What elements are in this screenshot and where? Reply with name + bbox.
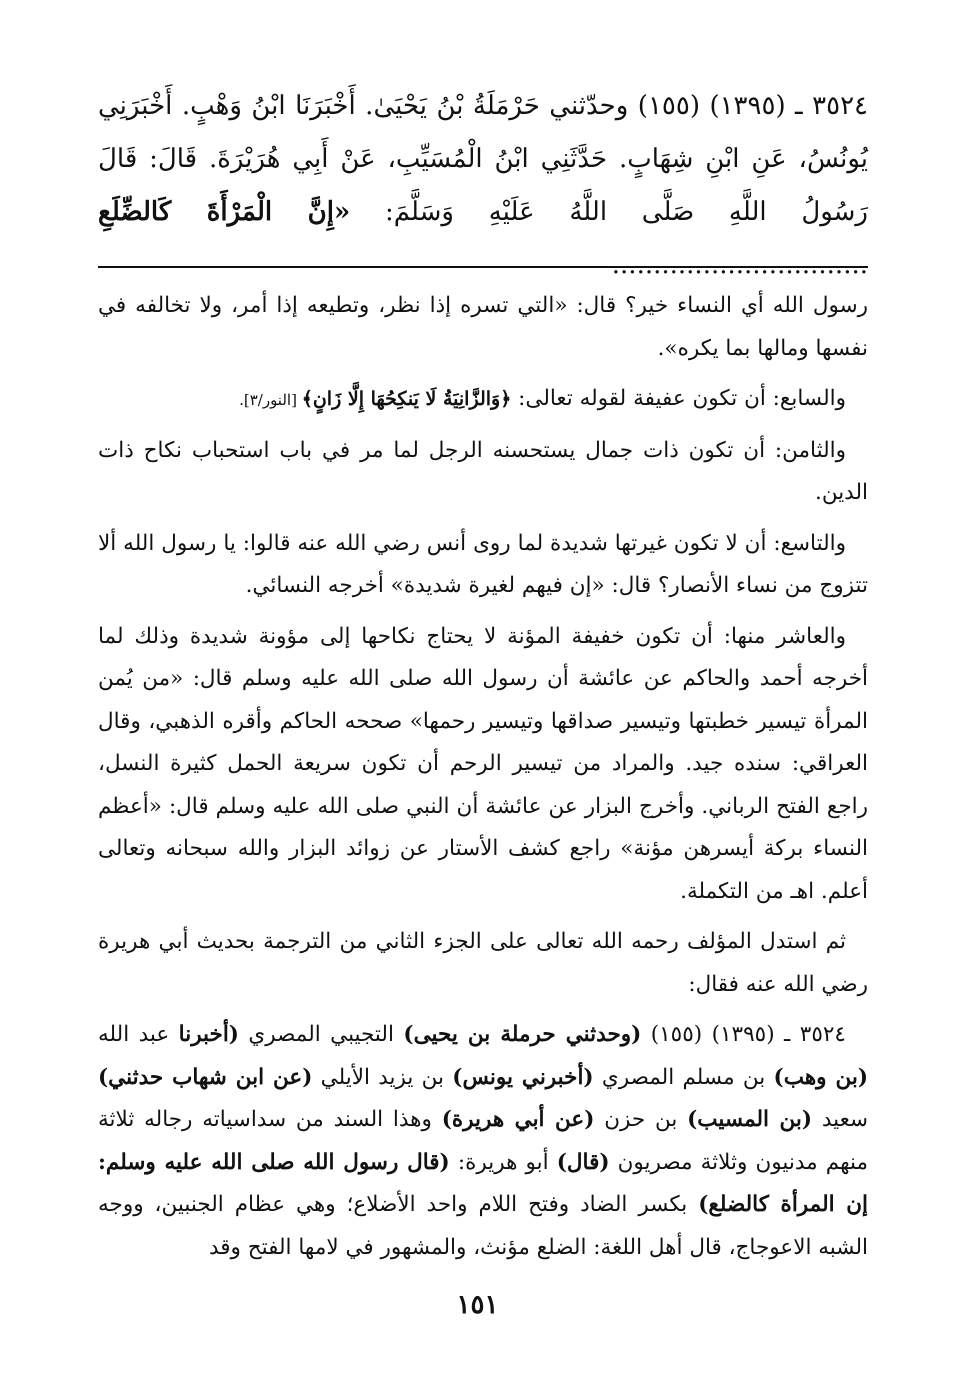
commentary-paragraph-5: والعاشر منها: أن تكون خفيفة المؤنة لا يحتاج نكاحها إلى مؤونة شديدة وذلك لما أخرجه أحمد والحاكم عن عائشة أن رسول الله صلى الله عليه وسلم قال: «من يُمن المرأة تيسير خطبتها وتيسير صداقها وتيسير رحمها» صححه الحاكم وأقره الذهبي، وقال العراقي: سنده جيد. والمراد من تيسير الرحم أن تكون سريعة الحمل كثيرة النسل، راجع الفتح الرباني. وأخرج البزار عن عائشة أن النبي صلى الله عليه وسلم قال: «أعظم النساء بركة أيسرهن مؤنة» راجع كشف الأستار عن زوائد البزار والله سبحانه وتعالى أعلم. اهـ من التكملة. (98, 623, 868, 904)
commentary-paragraph-4: والتاسع: أن لا تكون غيرتها شديدة لما روى أنس رضي الله عنه قالوا: يا رسول الله ألا تتزوج من نساء الأنصار؟ قال: «إن فيهم لغيرة شديدة» أخرجه النسائي. (98, 530, 868, 598)
quran-citation: [النور/٣]. (239, 391, 302, 409)
p7-number: ٣٥٢٤ ـ (١٣٩٥) (١٥٥) (641, 1022, 846, 1047)
commentary-paragraph-1: رسول الله أي النساء خير؟ قال: «التي تسره إذا نظر، وتطيعه إذا أمر، ولا تخالفه في نفسها ومالها بما يكره». (98, 293, 868, 361)
hadith-number: ٣٥٢٤ ـ (١٣٩٥) (١٥٥) (637, 91, 868, 121)
p7-text-4: بن يزيد الأيلي (312, 1064, 453, 1090)
page-number: ١٥١ (456, 1290, 499, 1320)
p7-text-2: عبد الله (98, 1022, 179, 1047)
hadith-chain: وحدّثني حَرْمَلَةُ بْنُ يَحْيَىٰ. أَخْبَرَنَا ابْنُ وَهْبٍ. أَخْبَرَنِي يُونُسُ، عَنِ ابْنِ شِهَابٍ. حَدَّثَنِي ابْنُ الْمُسَيِّبِ، عَنْ أَبِي هُرَيْرَةَ. قَالَ: قَالَ رَسُولُ اللَّهِ صَلَّى اللَّهُ عَلَيْهِ وَسَلَّمَ: (98, 91, 868, 227)
p7-text-1: التجيبي المصري (238, 1022, 404, 1047)
commentary-paragraph-7 (98, 1014, 868, 1269)
p7-bold-6: (بن المسيب) (687, 1107, 813, 1132)
p7-bold-5: (عن ابن شهاب حدثني) (98, 1064, 313, 1090)
p7-text-5: سعيد (812, 1107, 869, 1132)
commentary-paragraph-2 (98, 378, 868, 422)
p7-text-8: أبو هريرة: (449, 1149, 557, 1175)
hadith-quote: «إِنَّ الْمَرْأَةَ كَالضِّلَعِ (98, 197, 351, 227)
p7-bold-1: (وحدثني حرملة بن يحيى) (403, 1022, 642, 1047)
p7-bold-2: (أخبرنا (178, 1022, 239, 1047)
p7-bold-7: (عن أبي هريرة) (441, 1107, 595, 1132)
hadith-dots: ............................... (611, 250, 868, 280)
p7-bold-8: (قال) (556, 1149, 610, 1175)
commentary (98, 285, 868, 1277)
commentary-paragraph-6: ثم استدل المؤلف رحمه الله تعالى على الجزء الثاني من الترجمة بحديث أبي هريرة رضي الله عنه فقال: (98, 929, 868, 997)
p7-bold-4: (أخبرني يونس) (452, 1064, 594, 1090)
p7-text-7: وهذا السند من سداسياته رجاله ثلاثة منهم مدنيون وثلاثة مصريون (98, 1107, 868, 1175)
quran-verse: ﴿وَالزَّانِيَةُ لَا يَنكِحُهَا إِلَّا زَانٍ﴾ (301, 388, 512, 410)
p7-bold-3: (بن وهب) (773, 1064, 869, 1090)
p7-text-6: بن حزن (594, 1107, 688, 1132)
hadith-text (98, 80, 868, 292)
commentary-paragraph-3: والثامن: أن تكون ذات جمال يستحسنه الرجل لما مر في باب استحباب نكاح ذات الدين. (98, 437, 868, 505)
p7-text-9: بكسر الضاد وفتح اللام واحد الأضلاع؛ وهي عظام الجنبين، ووجه الشبه الاعوجاج، قال أهل اللغة: الضلع مؤنث، والمشهور في لامها الفتح وقد (98, 1192, 868, 1260)
commentary-p2-text: والسابع: أن تكون عفيفة لقوله تعالى: (511, 386, 846, 411)
p7-text-3: بن مسلم المصري (593, 1064, 774, 1090)
separator-line (98, 266, 868, 268)
p7-bold-9: (قال رسول الله صلى الله عليه وسلم: إن المرأة كالضلع) (98, 1149, 868, 1217)
